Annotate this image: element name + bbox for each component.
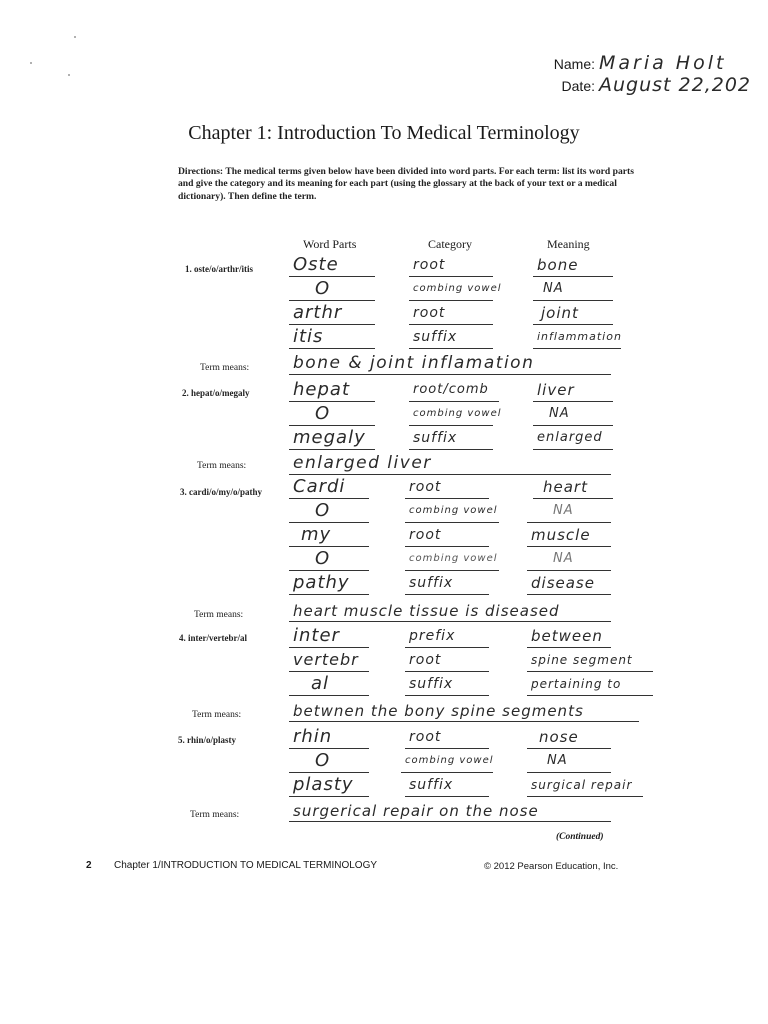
word-part-cell	[289, 623, 369, 648]
term-means-value: bone & joint inflamation	[293, 353, 535, 373]
term-means-label: Term means:	[192, 710, 242, 720]
term-means-label: Term means:	[190, 810, 240, 820]
column-header-word-parts: Word Parts	[303, 237, 357, 251]
meaning: NA	[549, 406, 570, 421]
word-part: my	[301, 524, 332, 545]
category: root/comb	[413, 382, 489, 397]
word-part-cell	[289, 647, 369, 672]
term-means-value: surgerical repair on the nose	[293, 802, 539, 820]
term-label: 5. rhin/o/plasty	[178, 735, 237, 745]
category: suffix	[409, 575, 454, 591]
meaning-cell	[527, 522, 611, 547]
footer-chapter: Chapter 1/INTRODUCTION TO MEDICAL TERMINOLOGY	[114, 860, 378, 871]
category-cell	[405, 647, 489, 672]
meaning: nose	[539, 728, 579, 746]
term-label: 2. hepat/o/megaly	[182, 388, 250, 398]
word-part: al	[311, 673, 330, 694]
category: prefix	[409, 628, 456, 644]
meaning-cell	[533, 401, 613, 426]
meaning-cell	[533, 425, 613, 450]
category-cell	[405, 671, 489, 696]
meaning-cell	[527, 623, 611, 648]
meaning: muscle	[531, 526, 591, 544]
category: combing vowel	[409, 553, 498, 564]
term-means-value: enlarged liver	[293, 453, 432, 473]
word-part: inter	[293, 625, 340, 646]
term-means-line	[289, 797, 611, 822]
category-cell	[405, 546, 499, 571]
category-cell	[405, 623, 489, 648]
category: root	[409, 729, 442, 745]
scan-speck	[30, 62, 32, 64]
category-cell	[409, 300, 493, 325]
term-means-line	[289, 350, 611, 375]
category-cell	[401, 748, 493, 773]
meaning: enlarged	[537, 430, 603, 445]
meaning-cell	[533, 300, 613, 325]
word-part: megaly	[293, 427, 366, 448]
word-part-cell	[289, 425, 375, 450]
word-part: hepat	[293, 379, 350, 400]
footer-copyright: © 2012 Pearson Education, Inc.	[484, 861, 619, 872]
meaning-cell	[527, 772, 643, 797]
meaning: NA	[543, 281, 564, 296]
word-part: O	[315, 403, 331, 424]
word-part: O	[315, 750, 331, 771]
meaning: surgical repair	[531, 778, 633, 792]
term-means-line	[289, 450, 611, 475]
word-part: vertebr	[293, 650, 359, 669]
word-part-cell	[289, 522, 369, 547]
word-part-cell	[289, 276, 375, 301]
name-label: Name:	[553, 56, 595, 72]
word-part-cell	[289, 748, 369, 773]
term-means-line	[289, 697, 639, 722]
scan-speck	[68, 74, 70, 76]
category-cell	[405, 498, 499, 523]
word-part-cell	[289, 671, 369, 696]
category-cell	[409, 324, 493, 349]
category: combing vowel	[405, 755, 494, 766]
scan-speck	[74, 36, 76, 38]
meaning: liver	[537, 381, 575, 399]
meaning: joint	[541, 304, 579, 322]
word-part-cell	[289, 474, 369, 499]
meaning: NA	[553, 503, 574, 518]
category-cell	[405, 474, 489, 499]
term-label: 1. oste/o/arthr/itis	[185, 264, 253, 274]
meaning-cell	[533, 324, 621, 349]
category-cell	[409, 252, 493, 277]
category-cell	[409, 377, 499, 402]
category-cell	[409, 425, 493, 450]
date-value: August 22,202	[599, 74, 752, 96]
name-row	[549, 52, 751, 74]
category: root	[409, 527, 442, 543]
category: root	[409, 479, 442, 495]
meaning-cell	[527, 724, 611, 749]
date-label: Date:	[561, 78, 595, 94]
word-part-cell	[289, 324, 375, 349]
category-cell	[405, 570, 489, 595]
meaning-cell	[527, 748, 611, 773]
term-means-label: Term means:	[200, 363, 250, 373]
meaning-cell	[527, 671, 653, 696]
category: suffix	[409, 676, 454, 692]
category: combing vowel	[409, 505, 498, 516]
meaning-cell	[533, 252, 613, 277]
meaning-cell	[527, 546, 611, 571]
term-means-line	[289, 597, 611, 622]
page-title: Chapter 1: Introduction To Medical Terminology	[188, 122, 580, 144]
category-cell	[405, 724, 489, 749]
column-header-category: Category	[428, 237, 472, 251]
word-part: plasty	[293, 774, 354, 795]
meaning-cell	[533, 377, 613, 402]
meaning-cell	[527, 570, 611, 595]
category: root	[413, 305, 446, 321]
term-label: 3. cardi/o/my/o/pathy	[180, 487, 263, 497]
meaning: NA	[553, 551, 574, 566]
term-means-label: Term means:	[197, 461, 247, 471]
word-part: Oste	[293, 254, 339, 275]
category: suffix	[413, 430, 458, 446]
word-part-cell	[289, 300, 375, 325]
meaning: spine segment	[531, 653, 633, 667]
category: combing vowel	[413, 283, 502, 294]
category-cell	[409, 401, 502, 426]
term-label: 4. inter/vertebr/al	[179, 633, 247, 643]
word-part-cell	[289, 252, 375, 277]
meaning: pertaining to	[531, 677, 622, 691]
meaning: heart	[543, 478, 588, 496]
word-part: itis	[293, 326, 324, 347]
word-part: O	[315, 548, 331, 569]
word-part-cell	[289, 570, 369, 595]
directions-text: Directions: The medical terms given below have been divided into word parts. For each term: list its word parts and give the category and its meaning for each part (using the glossary at the back of your text or a medical dictionary). Then define the term.	[178, 166, 634, 202]
category-cell	[405, 522, 489, 547]
category: root	[409, 652, 442, 668]
meaning-cell	[533, 276, 613, 301]
category-cell	[405, 772, 489, 797]
word-part-cell	[289, 546, 369, 571]
word-part-cell	[289, 724, 369, 749]
term-means-label: Term means:	[194, 610, 244, 620]
meaning-cell	[527, 498, 611, 523]
term-means-value: betwnen the bony spine segments	[293, 702, 584, 720]
meaning: inflammation	[537, 330, 622, 343]
category: combing vowel	[413, 408, 502, 419]
category: suffix	[413, 329, 458, 345]
category-cell	[409, 276, 502, 301]
word-part-cell	[289, 401, 375, 426]
column-header-meaning: Meaning	[547, 237, 590, 251]
word-part-cell	[289, 498, 369, 523]
category: suffix	[409, 777, 454, 793]
term-means-value: heart muscle tissue is diseased	[293, 602, 560, 620]
word-part: pathy	[293, 572, 350, 593]
meaning: disease	[531, 574, 595, 592]
name-value: Maria Holt	[599, 52, 727, 74]
meaning: bone	[537, 256, 579, 274]
meaning: between	[531, 627, 603, 645]
continued-note: (Continued)	[556, 832, 604, 842]
word-part: Cardi	[293, 476, 346, 497]
word-part: arthr	[293, 302, 343, 323]
word-part-cell	[289, 772, 369, 797]
word-part: O	[315, 500, 331, 521]
page-number: 2	[86, 860, 92, 871]
word-part-cell	[289, 377, 375, 402]
category: root	[413, 257, 446, 273]
word-part: O	[315, 278, 331, 299]
word-part: rhin	[293, 726, 333, 747]
meaning-cell	[527, 647, 653, 672]
date-row	[549, 74, 751, 96]
meaning-cell	[533, 474, 613, 499]
meaning: NA	[547, 753, 568, 768]
name-date-block	[549, 52, 751, 96]
